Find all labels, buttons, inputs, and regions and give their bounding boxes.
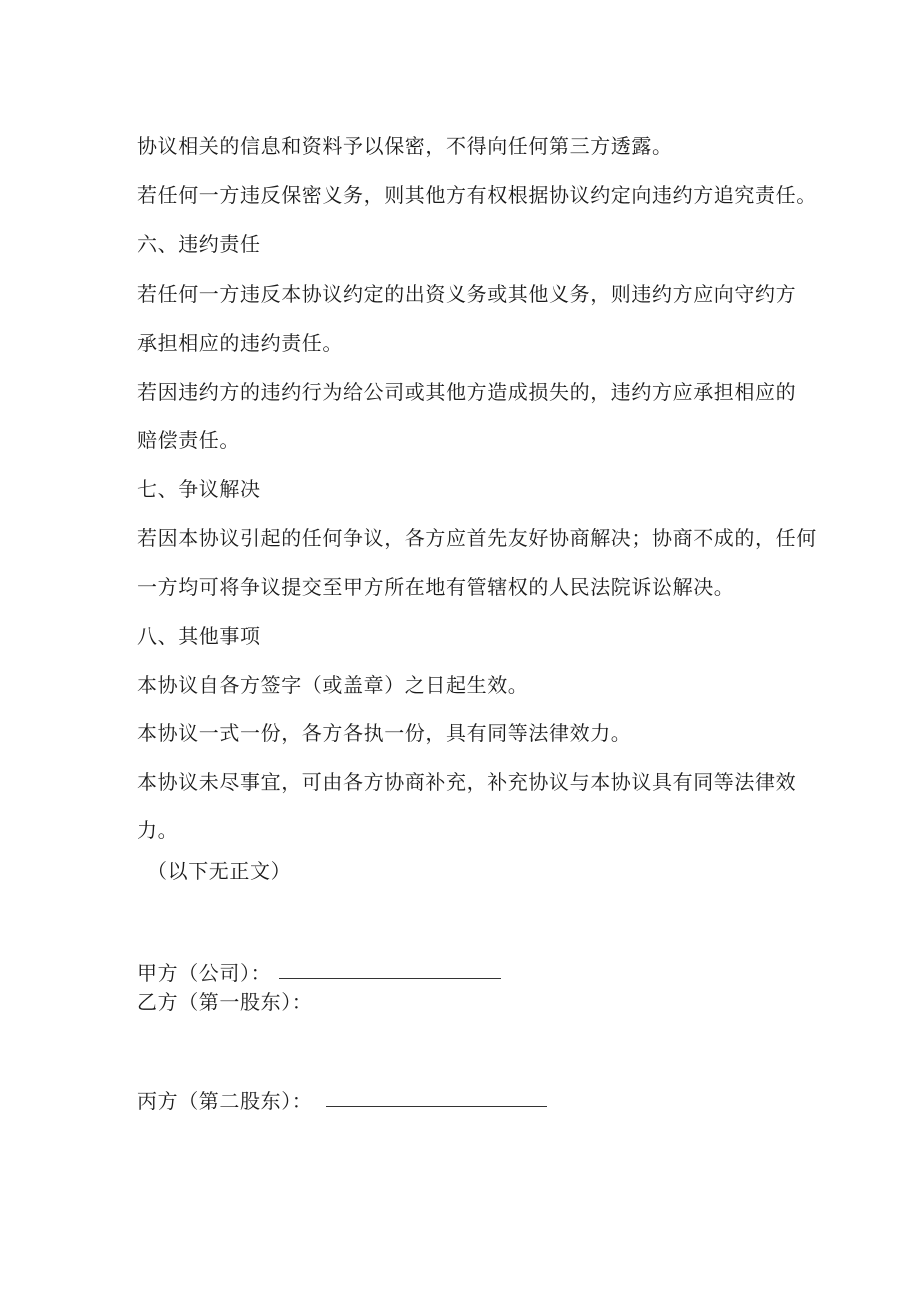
party-c-signature-line[interactable] xyxy=(326,1106,547,1107)
paragraph-line: 本协议一式一份，各方各执一份，具有同等法律效力。 xyxy=(137,721,632,745)
paragraph-line: 力。 xyxy=(137,818,179,842)
paragraph-line: 承担相应的违约责任。 xyxy=(137,331,343,355)
section-heading: 八、其他事项 xyxy=(137,624,261,648)
paragraph-line: 若因违约方的违约行为给公司或其他方造成损失的，违约方应承担相应的 xyxy=(137,380,797,404)
paragraph-line: 协议相关的信息和资料予以保密，不得向任何第三方透露。 xyxy=(137,134,673,158)
party-a-label: 甲方（公司）： xyxy=(137,961,272,985)
party-b-label: 乙方（第一股东）： xyxy=(137,990,313,1014)
paragraph-line: 一方均可将争议提交至甲方所在地有管辖权的人民法院诉讼解决。 xyxy=(137,575,735,599)
paragraph-line: 本协议自各方签字（或盖章）之日起生效。 xyxy=(137,673,529,697)
party-c-label: 丙方（第二股东）： xyxy=(137,1089,313,1113)
paragraph-line: 赔偿责任。 xyxy=(137,428,240,452)
end-of-text-note: （以下无正文） xyxy=(147,859,292,883)
paragraph-line: 若因本协议引起的任何争议，各方应首先友好协商解决；协商不成的，任何 xyxy=(137,526,817,550)
paragraph-line: 若任何一方违反保密义务，则其他方有权根据协议约定向违约方追究责任。 xyxy=(137,183,817,207)
paragraph-line: 若任何一方违反本协议约定的出资义务或其他义务，则违约方应向守约方 xyxy=(137,282,797,306)
party-a-signature-line[interactable] xyxy=(279,978,501,979)
section-heading: 七、争议解决 xyxy=(137,477,261,501)
section-heading: 六、违约责任 xyxy=(137,232,261,256)
paragraph-line: 本协议未尽事宜，可由各方协商补充，补充协议与本协议具有同等法律效 xyxy=(137,770,797,794)
